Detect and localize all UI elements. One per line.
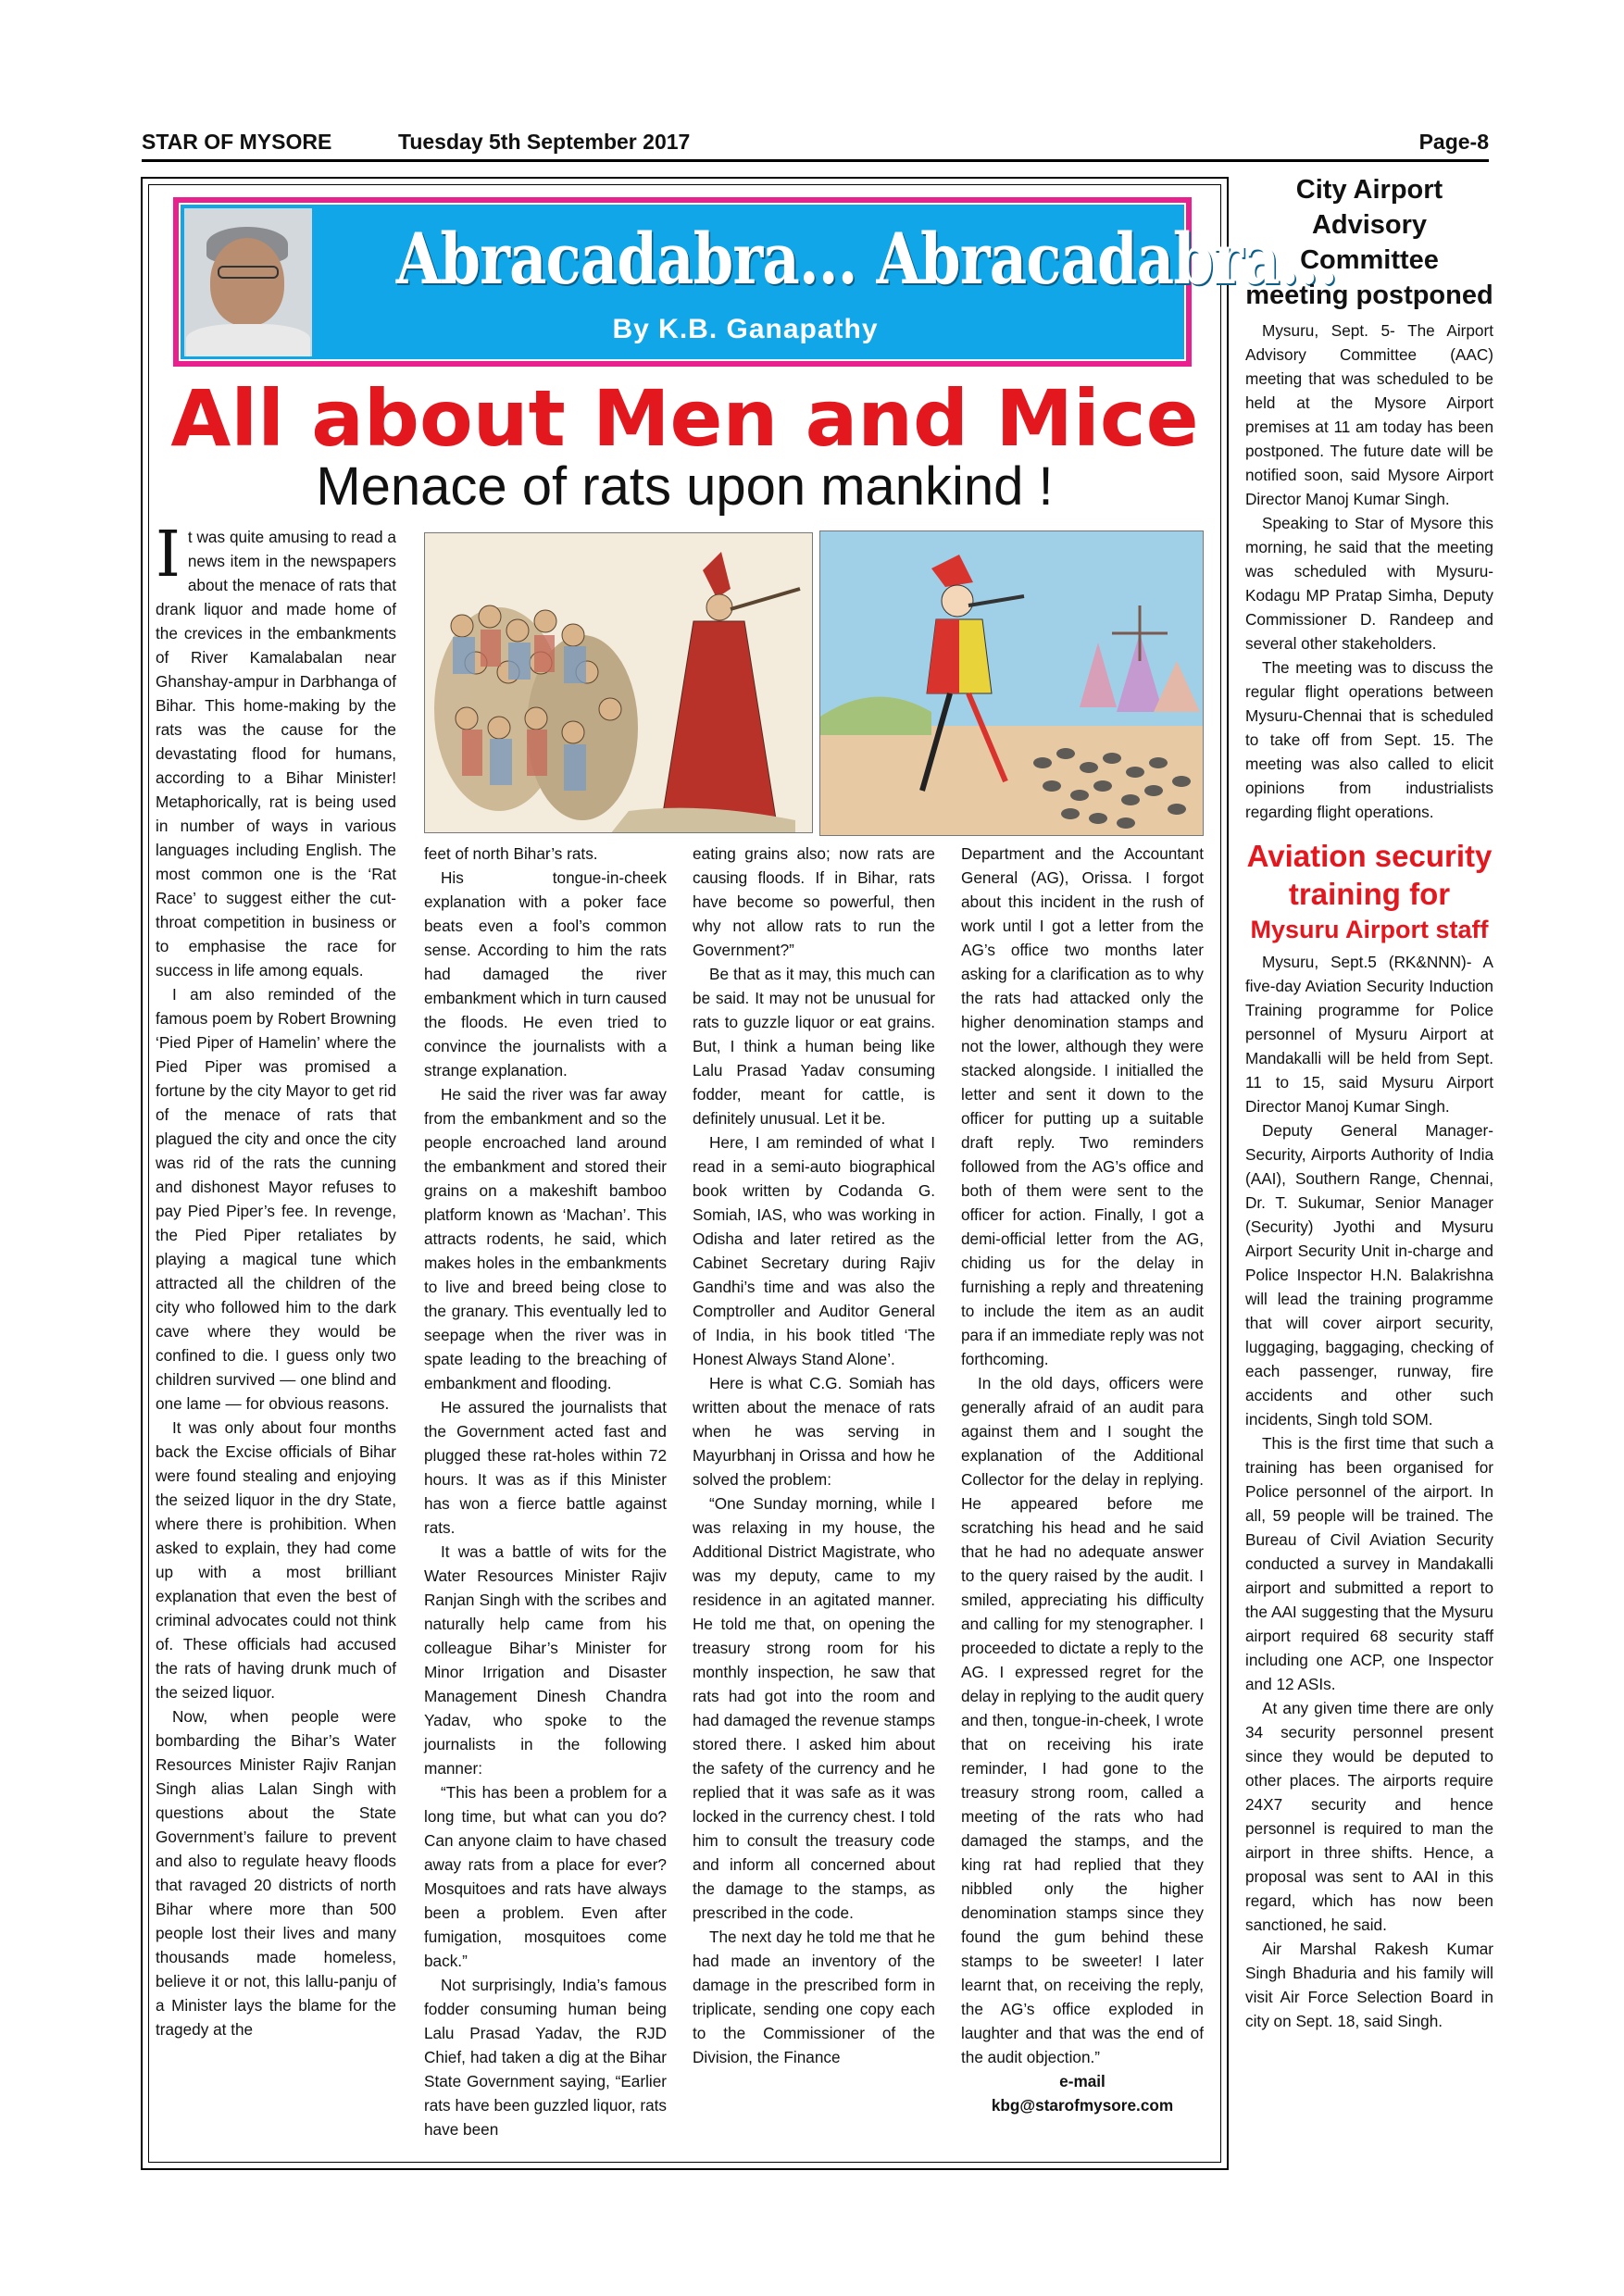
article-paragraph: It was only about four months back the Excise officials of Bihar were found stealing and enjoying the seized liquor in the dry State, where there is prohibition. When asked to explain, they had come up with a most brilliant explanation that even the best of criminal advocates could not think of. These officials had accused the rats of having drunk much of the seized liquor. bbox=[156, 1418, 396, 1702]
article-column-2 bbox=[424, 842, 667, 2141]
story-paragraph: Mysuru, Sept.5 (RK&NNN)- A five-day Aviation Security Induction Training programme for Police personnel of Mysuru Airport at Mandakalli will be held from Sept. 11 to 15, said Mysuru Airport Director Manoj Kumar Singh. bbox=[1245, 953, 1493, 1116]
article-paragraph: Department and the Accountant General (AG), Orissa. I forgot about this incident in the rush of work until I got a letter from the AG’s office two months later asking for a clarification as to why the rats had attacked only the higher denomination stamps and not the lower, although they were stacked alongside. I initialled the letter and sent it down to the officer for putting up a suitable draft reply. Two reminders followed from the AG’s office and both of them were sent to the officer for action. Finally, I got a demi-official letter from the AG, chiding us for the delay in furnishing a reply and threatening to include the item as an audit para if an immediate reply was not forthcoming. bbox=[961, 844, 1204, 1368]
sidebar-story-1 bbox=[1245, 318, 1493, 824]
drop-cap: I bbox=[156, 518, 181, 592]
story-paragraph: At any given time there are only 34 security personnel present since they would be deputed to other places. The airports require 24X7 security and hence personnel is required to man the airport in three shifts. Hence, a proposal was sent to AAI in this regard, which has now been sanctioned, he said. bbox=[1245, 1699, 1493, 1934]
article-paragraph: In the old days, officers were generally afraid of an audit para against them and I sought the explanation of the Additional Collector for the delay in replying. He appeared before me scratching his head and he said that he had no adequate answer to the query raised by the audit. I smiled, appreciating his difficulty and calling for my stenographer. I proceeded to dictate a reply to the AG. I expressed regret for the delay in replying to the audit query and then, tongue-in-cheek, I wrote that on receiving his irate reminder, I had gone to the treasury strong room, called a meeting of the rats who had damaged the stamps, and the king rat had replied that they nibbled only the higher denomination stamps since they found the gum behind these stamps to be sweeter! I later learnt that, on receiving the reply, the AG’s office exploded in laughter and that was the end of the audit objection.” bbox=[961, 1374, 1204, 2066]
article-paragraph: He assured the journalists that the Government acted fast and plugged these rat-holes within 72 hours. It was as if this Minister has won a fierce battle against rats. bbox=[424, 1398, 667, 1537]
sidebar-headline-2: Aviation security training for bbox=[1246, 839, 1493, 911]
story-paragraph: Mysuru, Sept. 5- The Airport Advisory Committee (AAC) meeting that was scheduled to be held at the Mysore Airport premises at 11 am today has been postponed. The future date will be notified soon, said Mysore Airport Director Manoj Kumar Singh. bbox=[1245, 321, 1493, 508]
pied-piper-illustration bbox=[424, 532, 813, 833]
article-paragraph: Be that as it may, this much can be said. It may not be unusual for rats to guzzle liquor or eat grains. But, I think a human being like Lalu Prasad Yadav consuming fodder, meant for cattle, is definitely unusual. Let it be. bbox=[693, 965, 935, 1128]
banner-panel bbox=[179, 203, 1338, 361]
story-paragraph: Speaking to Star of Mysore this morning, he said that the meeting was scheduled with Mysuru-Kodagu MP Pratap Simha, Deputy Commissioner D. Randeep and several other stakeholders. bbox=[1245, 514, 1493, 653]
author-email[interactable]: kbg@starofmysore.com bbox=[991, 2096, 1174, 2115]
story-paragraph: Air Marshal Rakesh Kumar Singh Bhaduria and his family will visit Air Force Selection Board in city on Sept. 18, said Singh. bbox=[1245, 1940, 1493, 2030]
columnist-photo bbox=[184, 208, 312, 356]
article-paragraph: It was a battle of wits for the Water Resources Minister Rajiv Ranjan Singh with the scribes and naturally help came from his colleague Bihar’s Minister for Minor Irrigation and Disaster Management Dinesh Chandra Yadav, who spoke to the journalists in the following manner: bbox=[424, 1542, 667, 1778]
article-paragraph: “One Sunday morning, while I was relaxing in my house, the Additional District Magistrate, who was my deputy, came to my residence in an agitated manner. He told me that, on opening the treasury strong room for his monthly inspection, he saw that rats had got into the room and had damaged the revenue stamps stored there. I asked him about the safety of the currency and he replied that it was safe as it was locked in the currency chest. I told him to consult the treasury code and inform all concerned about the damage to the stamps, as prescribed in the code. bbox=[693, 1494, 935, 1922]
article-paragraph: It was quite amusing to read a news item in the newspapers about the menace of rats that drank liquor and made home of the crevices in the embankments of River Kamalabalan near Ghanshay-ampur in Darbhanga of Bihar. This home-making by the rats was the cause for the devastating flood for humans, according to a Bihar Minister! Metaphorically, rat is being used in number of ways in various languages including English. The most common one is the ‘Rat Race’ to suggest either the cut-throat competition in business or to emphasise the race for success in life among equals. bbox=[156, 518, 396, 980]
article-paragraph: eating grains also; now rats are causing floods. If in Bihar, rats have become so powerful, then why not allow rats to run the Government?” bbox=[693, 844, 935, 959]
article-paragraph: I am also reminded of the famous poem by Robert Browning ‘Pied Piper of Hamelin’ where the Pied Piper was promised a fortune by the city Mayor to get rid of the menace of rats that plagued the city and once the city was rid of the rats the cunning and dishonest Mayor refuses to pay Pied Piper’s fee. In revenge, the Pied Piper retaliates by playing a magical tune which attracted all the children of the city who followed him to the dark cave where they would be confined to die. I guess only two children survived — one blind and one lame — for obvious reasons. bbox=[156, 985, 396, 1413]
article-paragraph: “This has been a problem for a long time, but what can you do? Can anyone claim to have chased away rats from a place for ever? Mosquitoes and rats have always been a problem. Even after fumigation, mosquitoes come back.” bbox=[424, 1783, 667, 1970]
publication-name: STAR OF MYSORE bbox=[142, 130, 332, 154]
sidebar-headline-1: City Airport Advisory Committee meeting postponed bbox=[1245, 175, 1493, 310]
article-paragraph: The next day he told me that he had made an inventory of the damage in the prescribed form in triplicate, sending one copy each to the Commissioner of the Division, the Finance bbox=[693, 1928, 935, 2066]
story-paragraph: The meeting was to discuss the regular flight operations between Mysuru-Chennai that is scheduled to take off from Sept. 15. The meeting was also called to elicit opinions from industrialists regarding flight operations. bbox=[1245, 658, 1493, 821]
article-column-1 bbox=[156, 518, 396, 2041]
article-paragraph: He said the river was far away from the embankment and so the people encroached land around the embankment and stored their grains on a makeshift bamboo platform known as ‘Machan’. This attracts rodents, he said, which makes holes in the embankments to live and breed being close to the granary. This eventually led to seepage when the river was in spate leading to the breaching of embankment and flooding. bbox=[424, 1085, 667, 1392]
story-paragraph: This is the first time that such a training has been organised for Police personnel of the airport. In all, 59 people will be trained. The Bureau of Civil Aviation Security conducted a survey in Mandakalli airport and submitted a report to the AAI suggesting that the Mysuru airport required 68 security staff including one ACP, one Inspector and 12 ASIs. bbox=[1245, 1434, 1493, 1693]
sidebar-headline-2-line2: Mysuru Airport staff bbox=[1250, 916, 1489, 943]
header-rule bbox=[142, 159, 1489, 162]
column-byline: By K.B. Ganapathy bbox=[612, 314, 879, 344]
news-sidebar bbox=[1245, 172, 1493, 2033]
article-column-4 bbox=[961, 842, 1204, 2117]
article-paragraph: feet of north Bihar’s rats. bbox=[424, 844, 598, 863]
email-label: e-mail bbox=[1059, 2072, 1106, 2090]
article-paragraph: Here is what C.G. Somiah has written about the menace of rats when he was serving in Mayurbhanj in Orissa and how he solved the problem: bbox=[693, 1374, 935, 1489]
article-paragraph: Now, when people were bombarding the Bihar’s Water Resources Minister Rajiv Ranjan Singh alias Lalan Singh with questions about the State Government’s failure to prevent and also to regulate heavy floods that ravaged 20 districts of north Bihar where more than 500 people lost their lives and many thousands made homeless, believe it or not, this lallu-panju of a Minister lays the blame for the tragedy at the bbox=[156, 1707, 396, 2039]
issue-date: Tuesday 5th September 2017 bbox=[398, 130, 691, 154]
page-header bbox=[142, 130, 1489, 157]
article-headline: All about Men and Mice bbox=[170, 373, 1199, 464]
article-column-3 bbox=[693, 842, 935, 2069]
article-subhead: Menace of rats upon mankind ! bbox=[316, 456, 1054, 517]
article-paragraph: His tongue-in-cheek explanation with a poker face beats even a fool’s common sense. According to him the rats had damaged the river embankment which in turn caused the floods. He even tried to convince the journalists with a strange explanation. bbox=[424, 868, 667, 1079]
story-paragraph: Deputy General Manager-Security, Airports Authority of India (AAI), Southern Range, Chennai, Dr. T. Sukumar, Senior Manager (Security) Jyothi and Mysuru Airport Security Unit in-charge and Police Inspector H.N. Balakrishna will lead the training programme that will cover airport security, luggaging, baggaging, checking of each passenger, runway, fire accidents and other such incidents, Singh told SOM. bbox=[1245, 1121, 1493, 1429]
column-title: Abracadabra... Abracadabra... bbox=[395, 218, 1338, 300]
sidebar-story-2 bbox=[1245, 950, 1493, 2033]
cartoon-piper-illustration bbox=[819, 530, 1204, 836]
page-number: Page-8 bbox=[1418, 130, 1489, 154]
article-paragraph: Not surprisingly, India’s famous fodder consuming human being Lalu Prasad Yadav, the RJD Chief, had taken a dig at the Bihar State Government saying, “Earlier rats have been guzzled liquor, rats have been bbox=[424, 1976, 667, 2139]
article-paragraph: Here, I am reminded of what I read in a semi-auto biographical book written by Codanda G. Somiah, IAS, who was working in Odisha and later retired as the Cabinet Secretary during Rajiv Gandhi’s time and was also the Comptroller and Auditor General of India, in his book titled ‘The Honest Always Stand Alone’. bbox=[693, 1133, 935, 1368]
column-banner bbox=[173, 197, 1338, 367]
